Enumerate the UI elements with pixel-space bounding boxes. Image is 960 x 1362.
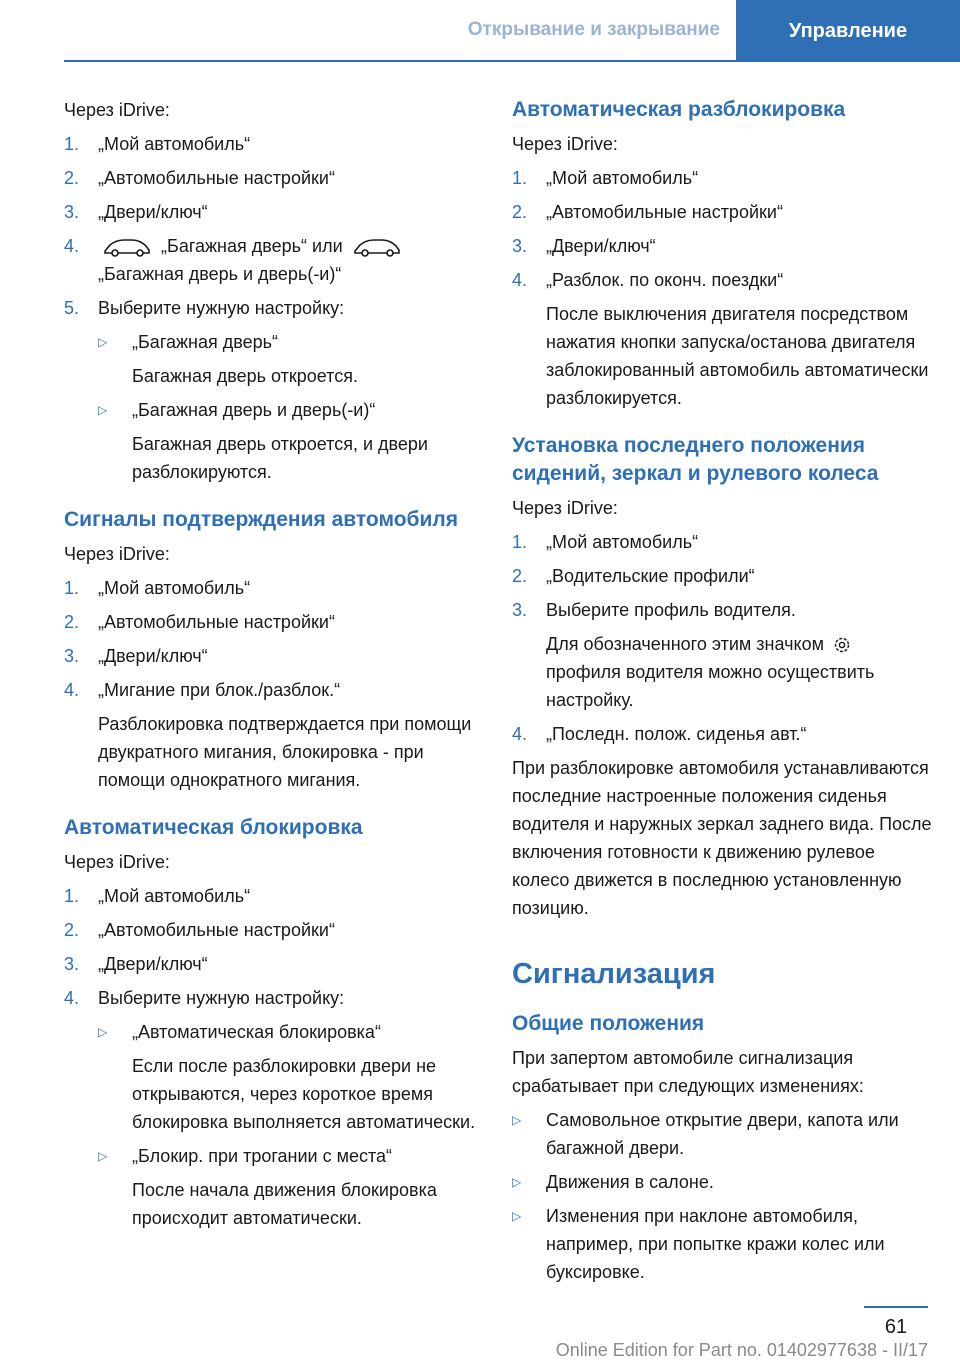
trunk-steps-list (64, 130, 484, 486)
bullet-triangle-icon: ▷ (98, 1149, 108, 1163)
intro-text: Через iDrive: (64, 100, 170, 120)
section-heading-last-position: Установка последнего положения сидений, зеркал и рулевого колеса (512, 434, 879, 485)
list-item: 4. „Последн. полож. сиденья авт.“ (512, 724, 807, 744)
list-item: ▷ „Автоматическая блокировка“ Если после разблокировки двери не открываются, через короткое время блокировка выполняется автоматически. (98, 1018, 484, 1136)
list-item: 3. „Двери/ключ“ (512, 236, 656, 256)
page-number: 61 (884, 1316, 908, 1338)
list-item: 1. „Мой автомобиль“ (64, 134, 251, 154)
autounlock-steps-list (512, 164, 932, 412)
options-list (98, 328, 484, 486)
intro-text: Через iDrive: (64, 852, 170, 872)
signals-steps-list (64, 574, 484, 794)
list-item: 4. Выберите нужную настройку: ▷ „Автоматическая блокировка“ Если после разблокировки двери не открываются, через короткое время блокировка выполняется автоматически. ▷ „Блокир. при трогании с места“ После начала движения блокировка происходит автоматически. (64, 984, 484, 1232)
list-item: 1. „Мой автомобиль“ (512, 532, 699, 552)
list-item: ▷ Изменения при наклоне автомобиля, например, при попытке кражи колес или буксировке. (512, 1202, 932, 1286)
profile-gear-icon (831, 634, 853, 656)
last-position-steps-list (512, 528, 932, 748)
bullet-triangle-icon: ▷ (98, 335, 108, 349)
section-heading-general: Общие положения (512, 1012, 705, 1035)
intro-text: Через iDrive: (512, 498, 618, 518)
list-item: 2. „Автомобильные настройки“ (64, 920, 335, 940)
section-heading-autolock: Автоматическая блокировка (64, 816, 363, 839)
list-item: 4. „Мигание при блок./разблок.“ Разблокировка подтверждается при помощи двукратного мигания, блокировка - при помощи однократного мигания. (64, 680, 472, 790)
list-item: 3. „Двери/ключ“ (64, 954, 208, 974)
list-item: ▷ „Блокир. при трогании с места“ После начала движения блокировка происходит автоматически. (98, 1142, 484, 1232)
list-item: 4. „Багажная дверь“ или „Багажная дверь и дверь(-и)“ (64, 232, 484, 288)
chapter-heading-alarm: Сигнализация (512, 958, 716, 990)
left-column (64, 96, 484, 1238)
list-item: ▷ Самовольное открытие двери, капота или багажной двери. (512, 1106, 932, 1162)
bullet-triangle-icon: ▷ (512, 1175, 522, 1189)
bullet-triangle-icon: ▷ (512, 1209, 522, 1223)
list-item: 3. Выберите профиль водителя. Для обозначенного этим значком профиля водителя можно осуществить настройку. (512, 600, 875, 710)
header-section-title: Открывание и закрывание (467, 19, 720, 40)
car-icon (352, 236, 402, 258)
list-item: 5. Выберите нужную настройку: ▷ „Багажная дверь“ Багажная дверь откроется. ▷ „Багажная дверь и дверь(-и)“ Багажная дверь откроется, и двери разблокируются. (64, 294, 484, 486)
intro-text: При запертом автомобиле сигнализация срабатывает при следующих изменениях: (512, 1048, 864, 1096)
list-item: 4. „Разблок. по оконч. поездки“ После выключения двигателя посредством нажатия кнопки запуска/останова двигателя заблокированный автомобиль автоматически разблокируется. (512, 270, 929, 408)
list-item: ▷ „Багажная дверь“ Багажная дверь откроется. (98, 328, 484, 390)
alarm-triggers-list (512, 1106, 932, 1286)
intro-text: Через iDrive: (512, 134, 618, 154)
section-heading-signals: Сигналы подтверждения автомобиля (64, 508, 459, 531)
bullet-triangle-icon: ▷ (512, 1113, 522, 1127)
bullet-triangle-icon: ▷ (98, 1025, 108, 1039)
body-paragraph: При разблокировке автомобиля устанавливаются последние настроенные положения сиденья водителя и наружных зеркал заднего вида. После включения готовности к движению рулевое колесо движется в последнюю установленную позицию. (512, 758, 932, 918)
list-item: 1. „Мой автомобиль“ (64, 578, 251, 598)
list-item: 2. „Автомобильные настройки“ (64, 168, 335, 188)
list-item: 2. „Автомобильные настройки“ (512, 202, 783, 222)
autolock-steps-list (64, 882, 484, 1232)
options-list (98, 1018, 484, 1232)
edition-note: Online Edition for Part no. 01402977638 - II/17 (555, 1340, 928, 1360)
car-trunk-icon (102, 236, 152, 258)
footer-rule (864, 1306, 928, 1308)
list-item: 2. „Водительские профили“ (512, 566, 755, 586)
list-item: 3. „Двери/ключ“ (64, 202, 208, 222)
right-column (512, 96, 932, 1292)
list-item: 1. „Мой автомобиль“ (512, 168, 699, 188)
section-heading-autounlock: Автоматическая разблокировка (512, 98, 846, 121)
header-rule (64, 60, 960, 62)
list-item: ▷ „Багажная дверь и дверь(-и)“ Багажная дверь откроется, и двери разблокируются. (98, 396, 484, 486)
list-item: 3. „Двери/ключ“ (64, 646, 208, 666)
header-chapter-tab: Управление (736, 0, 960, 62)
bullet-triangle-icon: ▷ (98, 403, 108, 417)
list-item: 2. „Автомобильные настройки“ (64, 612, 335, 632)
list-item: 1. „Мой автомобиль“ (64, 886, 251, 906)
list-item: ▷ Движения в салоне. (512, 1168, 932, 1196)
intro-text: Через iDrive: (64, 544, 170, 564)
